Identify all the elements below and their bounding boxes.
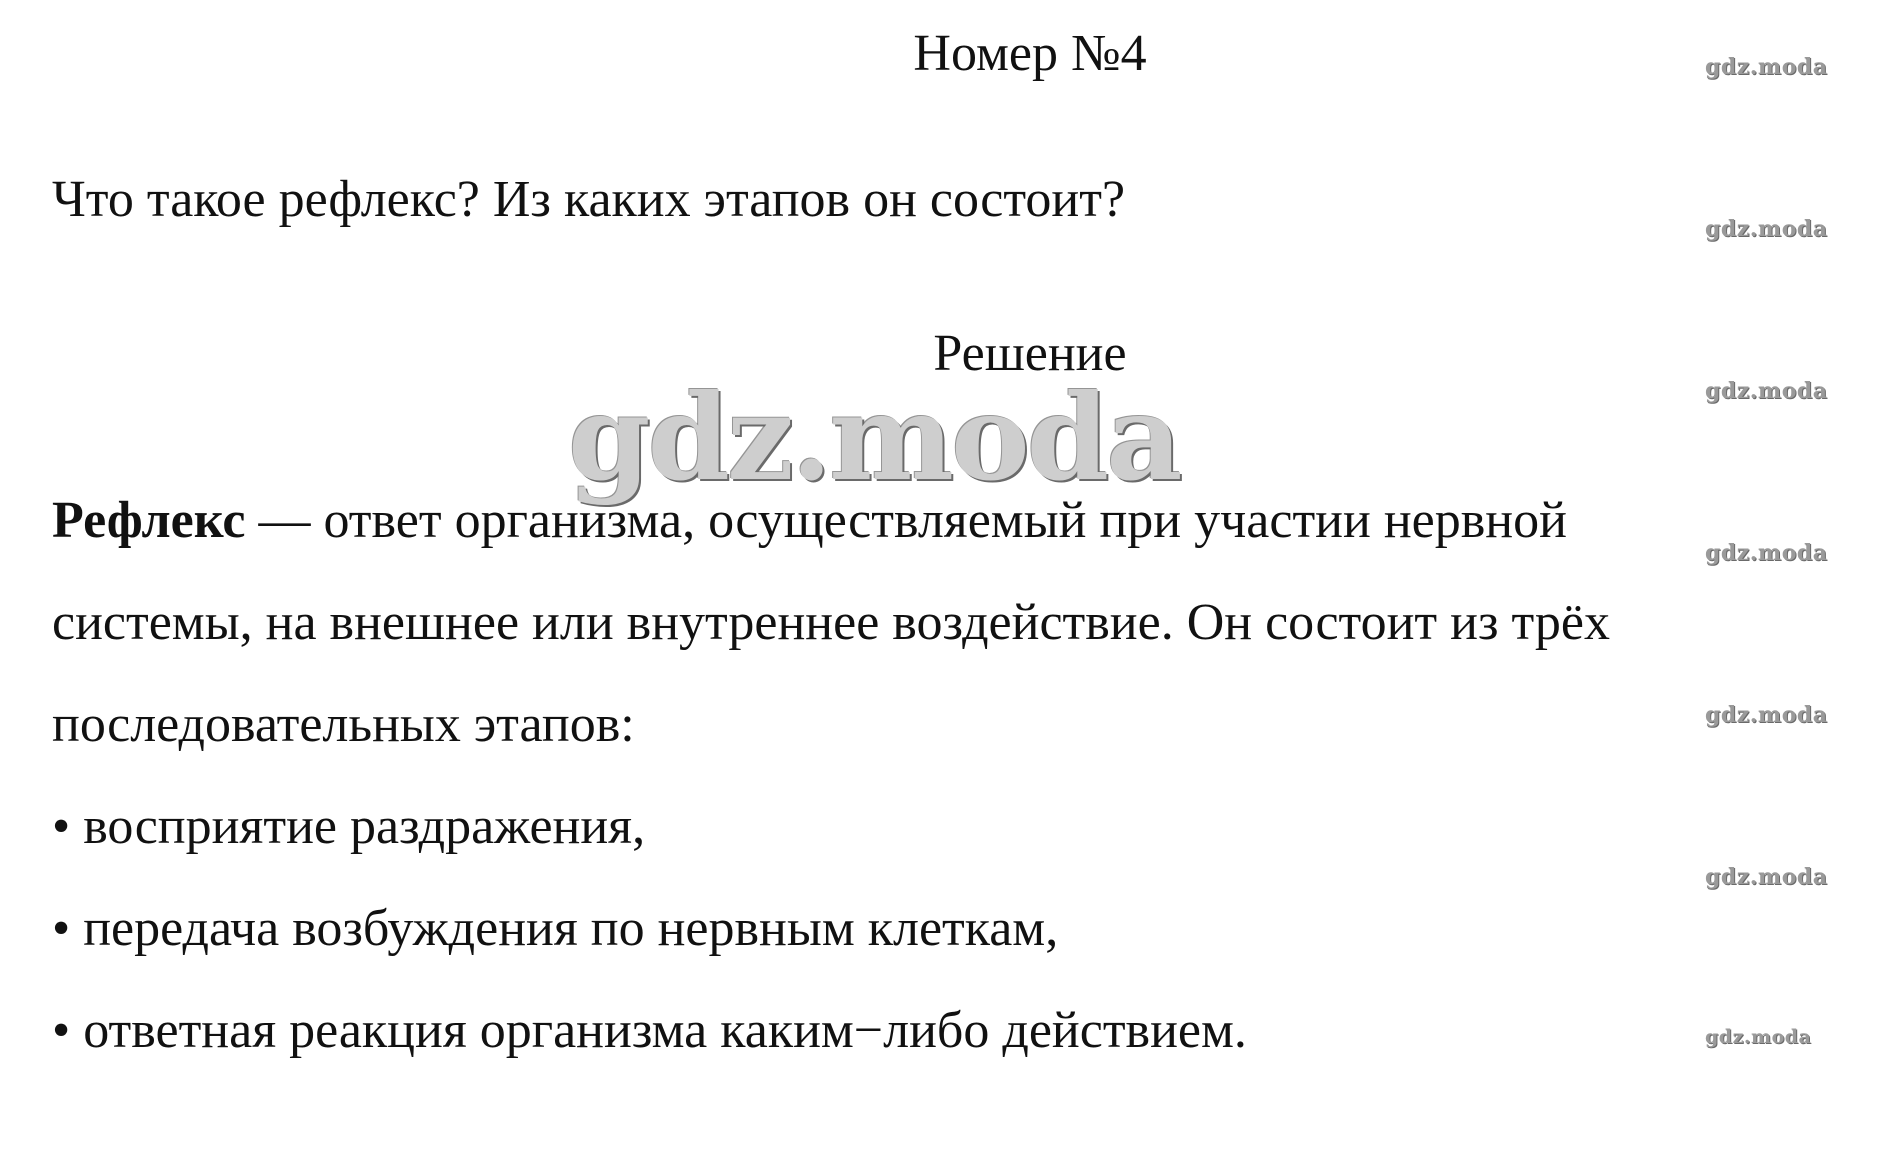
watermark-small: gdz.moda [1705,702,1828,728]
answer-line-1 [52,470,1872,572]
question-text: Что такое рефлекс? Из каких этапов он состоит? [52,171,1126,228]
watermark-logo: gdz.moda [568,368,1180,507]
answer-term: Рефлекс [52,492,246,549]
watermark-small: gdz.moda [1705,378,1828,404]
watermark-small: gdz.moda [1705,1026,1812,1048]
watermark-small: gdz.moda [1705,540,1828,566]
stage-item-3: • ответная реакция организма каким−либо действием. [52,1002,1247,1059]
answer-line-3: последовательных этапов: [52,696,635,753]
answer-body [52,470,1872,1082]
watermark-small: gdz.moda [1705,216,1828,242]
answer-definition-start: — ответ организма, осуществляемый при участии нервной [245,492,1567,549]
stage-item-2: • передача возбуждения по нервным клеткам, [52,900,1059,957]
page-title: Номер №4 [913,25,1147,82]
watermark-small: gdz.moda [1705,864,1828,890]
solution-heading: Решение [933,325,1127,382]
watermark-small: gdz.moda [1705,54,1828,80]
stage-item-1: • восприятие раздражения, [52,798,646,855]
answer-line-2: системы, на внешнее или внутреннее воздействие. Он состоит из трёх [52,594,1610,651]
